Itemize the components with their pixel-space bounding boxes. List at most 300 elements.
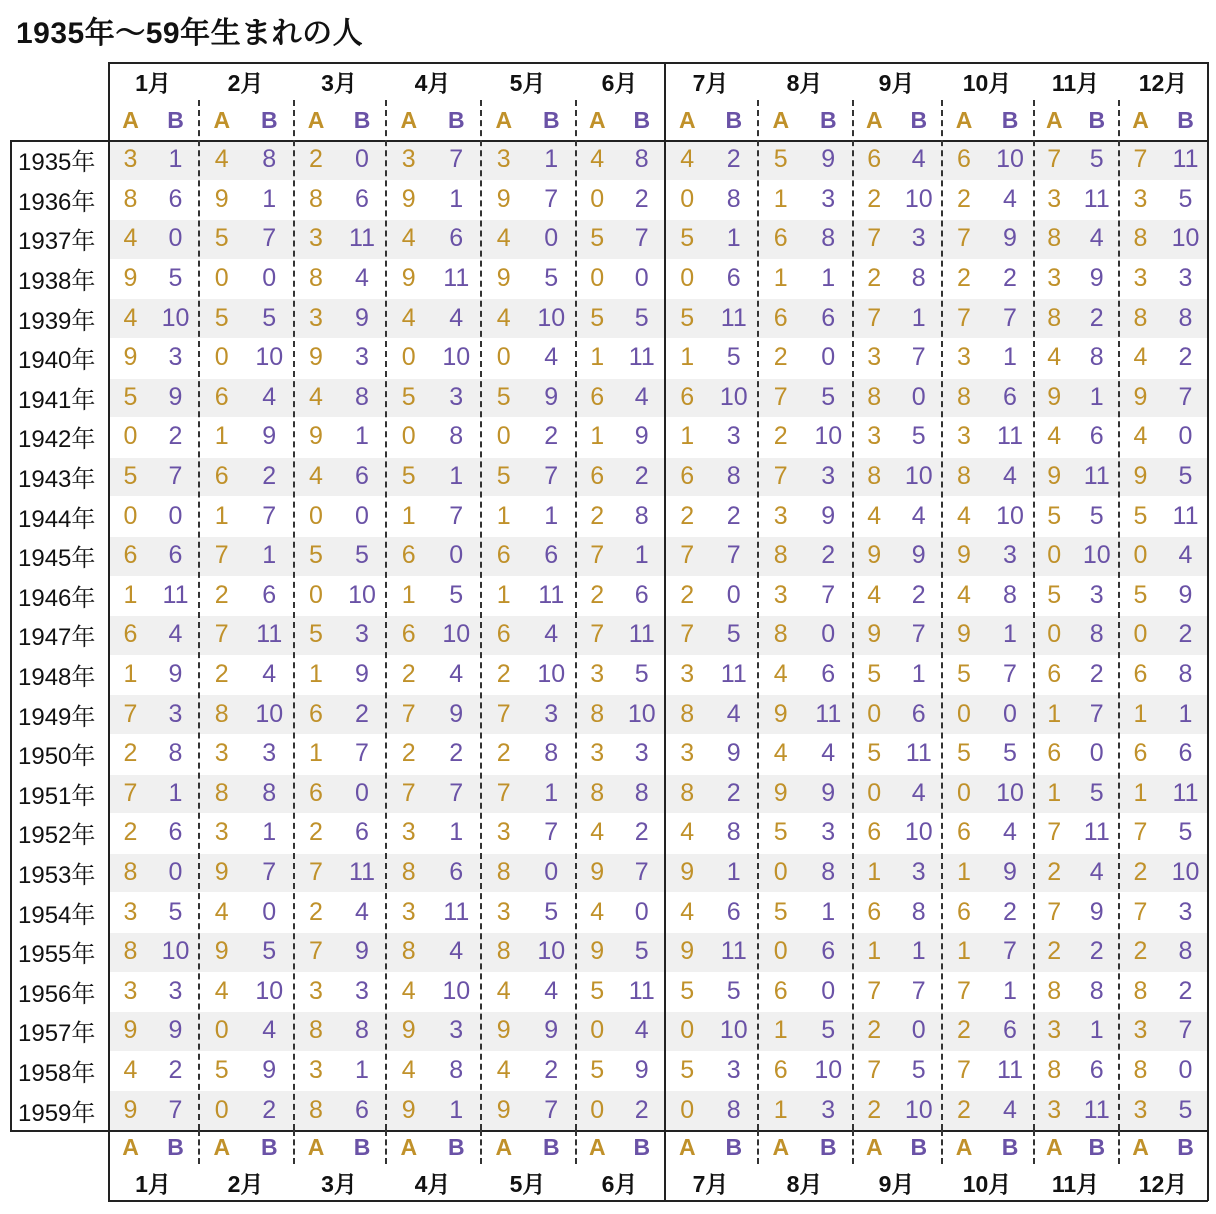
year-label: 1952年 bbox=[18, 822, 96, 850]
value-b: 8 bbox=[1089, 620, 1104, 649]
value-a: 9 bbox=[957, 620, 971, 649]
value-b: 10 bbox=[1171, 858, 1200, 887]
value-a: 0 bbox=[309, 580, 323, 609]
value-b: 6 bbox=[355, 462, 369, 491]
value-a: 1 bbox=[401, 580, 416, 609]
value-b: 1 bbox=[1003, 976, 1017, 1005]
value-b: 7 bbox=[168, 1095, 183, 1124]
value-b: 9 bbox=[355, 303, 369, 332]
value-a: 6 bbox=[401, 620, 416, 649]
value-b: 6 bbox=[726, 897, 741, 926]
value-a: 7 bbox=[401, 778, 416, 807]
value-a: 9 bbox=[123, 1016, 138, 1045]
value-a: 6 bbox=[496, 541, 511, 570]
value-b: 10 bbox=[904, 184, 933, 213]
value-b: 7 bbox=[449, 501, 464, 530]
value-b: 11 bbox=[349, 224, 375, 253]
column-label-a: A bbox=[1045, 1133, 1063, 1160]
month-header: 6月 bbox=[601, 69, 638, 96]
value-b: 7 bbox=[449, 778, 464, 807]
value-b: 5 bbox=[168, 897, 183, 926]
value-b: 1 bbox=[911, 303, 926, 332]
value-a: 4 bbox=[496, 303, 511, 332]
value-b: 7 bbox=[355, 739, 369, 768]
value-b: 4 bbox=[1089, 858, 1104, 887]
value-b: 5 bbox=[1089, 145, 1104, 174]
value-a: 6 bbox=[867, 897, 882, 926]
value-a: 9 bbox=[590, 858, 605, 887]
value-a: 5 bbox=[867, 660, 882, 689]
value-b: 8 bbox=[726, 462, 741, 491]
value-b: 2 bbox=[634, 462, 649, 491]
value-a: 2 bbox=[309, 897, 323, 926]
value-a: 0 bbox=[957, 778, 971, 807]
value-b: 3 bbox=[821, 184, 836, 213]
value-b: 3 bbox=[821, 462, 836, 491]
year-label: 1940年 bbox=[18, 347, 96, 375]
value-a: 1 bbox=[214, 422, 229, 451]
value-a: 8 bbox=[1047, 1056, 1062, 1085]
value-b: 1 bbox=[726, 858, 741, 887]
month-divider bbox=[757, 1130, 759, 1164]
value-a: 4 bbox=[590, 818, 605, 847]
value-b: 9 bbox=[355, 660, 369, 689]
value-b: 6 bbox=[168, 541, 183, 570]
value-b: 0 bbox=[168, 858, 183, 887]
value-b: 1 bbox=[262, 818, 277, 847]
value-b: 3 bbox=[355, 976, 369, 1005]
column-label-b: B bbox=[1001, 1133, 1019, 1160]
table-top-border bbox=[108, 62, 1208, 64]
month-divider bbox=[1118, 1130, 1120, 1164]
value-a: 1 bbox=[590, 343, 605, 372]
value-b: 1 bbox=[449, 462, 464, 491]
value-a: 1 bbox=[680, 343, 695, 372]
month-divider bbox=[941, 1130, 943, 1164]
value-a: 9 bbox=[309, 422, 323, 451]
value-a: 8 bbox=[123, 858, 138, 887]
value-a: 3 bbox=[309, 224, 323, 253]
value-b: 5 bbox=[355, 541, 369, 570]
year-label: 1957年 bbox=[18, 1020, 96, 1048]
value-b: 7 bbox=[821, 580, 836, 609]
value-b: 6 bbox=[355, 184, 369, 213]
value-b: 10 bbox=[996, 501, 1024, 530]
value-b: 4 bbox=[1089, 224, 1104, 253]
value-a: 1 bbox=[496, 580, 511, 609]
value-b: 8 bbox=[911, 897, 926, 926]
value-a: 5 bbox=[309, 541, 323, 570]
value-b: 9 bbox=[634, 1056, 649, 1085]
column-label-b: B bbox=[1177, 106, 1194, 133]
value-a: 5 bbox=[1133, 501, 1148, 530]
value-b: 6 bbox=[634, 580, 649, 609]
value-b: 9 bbox=[821, 501, 836, 530]
value-a: 0 bbox=[867, 699, 882, 728]
value-b: 1 bbox=[449, 818, 464, 847]
value-b: 4 bbox=[449, 303, 464, 332]
month-divider bbox=[852, 100, 854, 1130]
month-divider bbox=[198, 1130, 200, 1164]
value-b: 5 bbox=[544, 264, 559, 293]
value-a: 2 bbox=[680, 501, 695, 530]
value-a: 5 bbox=[957, 739, 971, 768]
value-a: 7 bbox=[773, 462, 788, 491]
month-header: 7月 bbox=[692, 69, 729, 96]
value-a: 4 bbox=[401, 976, 416, 1005]
month-footer: 6月 bbox=[601, 1171, 638, 1197]
column-label-b: B bbox=[167, 1133, 184, 1160]
value-a: 0 bbox=[309, 501, 323, 530]
value-a: 7 bbox=[496, 778, 511, 807]
value-a: 3 bbox=[680, 739, 695, 768]
column-label-a: A bbox=[495, 106, 513, 133]
value-b: 6 bbox=[449, 858, 464, 887]
value-b: 5 bbox=[1178, 462, 1193, 491]
value-b: 4 bbox=[911, 501, 926, 530]
value-b: 3 bbox=[1089, 580, 1104, 609]
value-b: 10 bbox=[442, 620, 471, 649]
value-a: 6 bbox=[680, 462, 695, 491]
month-header: 5月 bbox=[509, 69, 546, 96]
month-footer: 3月 bbox=[321, 1171, 357, 1197]
value-b: 10 bbox=[537, 303, 566, 332]
value-b: 10 bbox=[1171, 224, 1200, 253]
value-a: 1 bbox=[1047, 699, 1062, 728]
value-b: 5 bbox=[821, 1016, 836, 1045]
value-b: 9 bbox=[262, 1056, 277, 1085]
value-a: 3 bbox=[123, 976, 138, 1005]
value-a: 9 bbox=[773, 778, 788, 807]
value-b: 4 bbox=[262, 382, 277, 411]
value-b: 4 bbox=[726, 699, 741, 728]
value-a: 7 bbox=[1047, 145, 1062, 174]
value-b: 4 bbox=[1003, 462, 1017, 491]
value-a: 4 bbox=[309, 462, 323, 491]
table-right-border bbox=[1207, 62, 1209, 1201]
column-label-a: A bbox=[122, 106, 139, 133]
value-a: 6 bbox=[773, 303, 788, 332]
value-a: 4 bbox=[214, 145, 229, 174]
value-b: 2 bbox=[726, 778, 741, 807]
value-b: 1 bbox=[911, 660, 926, 689]
value-b: 3 bbox=[168, 699, 183, 728]
column-label-b: B bbox=[260, 1133, 278, 1160]
value-a: 2 bbox=[1133, 858, 1148, 887]
value-a: 4 bbox=[590, 897, 605, 926]
value-a: 4 bbox=[957, 580, 971, 609]
value-a: 4 bbox=[773, 660, 788, 689]
value-a: 1 bbox=[957, 858, 971, 887]
value-b: 0 bbox=[168, 501, 183, 530]
value-a: 0 bbox=[123, 501, 138, 530]
value-b: 11 bbox=[443, 264, 470, 293]
value-a: 2 bbox=[123, 818, 138, 847]
value-a: 6 bbox=[401, 541, 416, 570]
column-label-b: B bbox=[542, 1133, 560, 1160]
value-b: 5 bbox=[1003, 739, 1017, 768]
value-a: 6 bbox=[1133, 739, 1148, 768]
value-b: 2 bbox=[726, 501, 741, 530]
value-b: 3 bbox=[449, 1016, 464, 1045]
value-a: 0 bbox=[401, 422, 416, 451]
value-a: 3 bbox=[1133, 184, 1148, 213]
value-a: 8 bbox=[309, 1016, 323, 1045]
value-a: 5 bbox=[214, 303, 229, 332]
year-label: 1951年 bbox=[18, 782, 96, 810]
value-a: 2 bbox=[957, 1016, 971, 1045]
month-divider bbox=[1033, 100, 1035, 1130]
value-b: 4 bbox=[634, 382, 649, 411]
value-b: 9 bbox=[168, 382, 183, 411]
value-a: 2 bbox=[867, 264, 882, 293]
value-a: 0 bbox=[1047, 620, 1062, 649]
value-b: 9 bbox=[634, 422, 649, 451]
value-b: 2 bbox=[168, 1056, 183, 1085]
value-b: 0 bbox=[1178, 422, 1193, 451]
value-b: 4 bbox=[168, 620, 183, 649]
value-a: 9 bbox=[401, 184, 416, 213]
value-a: 3 bbox=[496, 897, 511, 926]
column-label-a: A bbox=[588, 1133, 606, 1160]
column-label-a: A bbox=[955, 1133, 973, 1160]
month-divider bbox=[1033, 1130, 1035, 1164]
value-b: 2 bbox=[1178, 343, 1193, 372]
value-a: 4 bbox=[123, 1056, 138, 1085]
value-a: 0 bbox=[401, 343, 416, 372]
value-a: 8 bbox=[496, 858, 511, 887]
value-b: 4 bbox=[821, 739, 836, 768]
value-a: 9 bbox=[309, 343, 323, 372]
value-a: 8 bbox=[867, 462, 882, 491]
value-b: 11 bbox=[628, 976, 655, 1005]
value-b: 5 bbox=[726, 620, 741, 649]
value-b: 3 bbox=[634, 739, 649, 768]
value-a: 5 bbox=[214, 1056, 229, 1085]
value-a: 5 bbox=[401, 462, 416, 491]
value-a: 9 bbox=[773, 699, 788, 728]
value-a: 2 bbox=[773, 422, 788, 451]
column-label-b: B bbox=[819, 1133, 837, 1160]
value-a: 8 bbox=[680, 778, 695, 807]
value-a: 1 bbox=[496, 501, 511, 530]
month-divider bbox=[385, 100, 387, 1130]
value-a: 5 bbox=[123, 462, 138, 491]
value-a: 5 bbox=[680, 224, 695, 253]
value-b: 8 bbox=[1178, 660, 1193, 689]
value-b: 11 bbox=[1172, 501, 1199, 530]
value-b: 9 bbox=[821, 145, 836, 174]
value-a: 7 bbox=[1047, 897, 1062, 926]
value-b: 6 bbox=[821, 303, 836, 332]
value-a: 6 bbox=[590, 462, 605, 491]
value-b: 2 bbox=[634, 184, 649, 213]
month-footer: 7月 bbox=[692, 1171, 729, 1197]
value-a: 7 bbox=[123, 778, 138, 807]
value-a: 7 bbox=[496, 699, 511, 728]
column-label-a: A bbox=[588, 106, 606, 133]
month-footer: 5月 bbox=[509, 1171, 546, 1197]
value-b: 10 bbox=[996, 778, 1024, 807]
value-b: 5 bbox=[911, 422, 926, 451]
value-a: 0 bbox=[590, 184, 605, 213]
value-b: 4 bbox=[1178, 541, 1193, 570]
month-divider bbox=[198, 100, 200, 1130]
value-a: 7 bbox=[309, 858, 323, 887]
column-label-a: A bbox=[400, 1133, 418, 1160]
value-a: 6 bbox=[1133, 660, 1148, 689]
value-a: 8 bbox=[1133, 976, 1148, 1005]
value-a: 4 bbox=[401, 303, 416, 332]
column-label-b: B bbox=[353, 106, 371, 133]
value-a: 8 bbox=[1047, 303, 1062, 332]
column-label-a: A bbox=[495, 1133, 513, 1160]
month-header: 3月 bbox=[321, 69, 357, 96]
value-a: 6 bbox=[214, 462, 229, 491]
value-a: 8 bbox=[123, 184, 138, 213]
value-a: 8 bbox=[867, 382, 882, 411]
value-a: 1 bbox=[773, 1095, 788, 1124]
column-label-a: A bbox=[772, 106, 790, 133]
value-a: 0 bbox=[773, 858, 788, 887]
value-a: 4 bbox=[214, 976, 229, 1005]
value-b: 8 bbox=[449, 422, 464, 451]
value-b: 2 bbox=[544, 422, 559, 451]
value-b: 7 bbox=[262, 858, 277, 887]
value-a: 8 bbox=[1047, 976, 1062, 1005]
value-b: 2 bbox=[355, 699, 369, 728]
value-b: 4 bbox=[449, 937, 464, 966]
column-label-a: A bbox=[865, 106, 883, 133]
value-a: 3 bbox=[401, 145, 416, 174]
value-a: 3 bbox=[773, 580, 788, 609]
value-a: 4 bbox=[123, 303, 138, 332]
value-a: 5 bbox=[590, 976, 605, 1005]
value-b: 0 bbox=[355, 145, 369, 174]
value-a: 2 bbox=[496, 739, 511, 768]
value-a: 2 bbox=[309, 145, 323, 174]
value-b: 4 bbox=[544, 976, 559, 1005]
value-b: 5 bbox=[262, 303, 277, 332]
value-b: 8 bbox=[1089, 343, 1104, 372]
value-a: 6 bbox=[123, 620, 138, 649]
value-a: 3 bbox=[1133, 264, 1148, 293]
month-header: 8月 bbox=[786, 69, 823, 96]
value-b: 10 bbox=[719, 1016, 748, 1045]
value-a: 5 bbox=[680, 976, 695, 1005]
value-b: 3 bbox=[821, 1095, 836, 1124]
value-a: 5 bbox=[680, 303, 695, 332]
value-b: 11 bbox=[815, 699, 842, 728]
value-b: 2 bbox=[1089, 660, 1104, 689]
value-a: 6 bbox=[680, 382, 695, 411]
value-a: 3 bbox=[590, 660, 605, 689]
value-a: 9 bbox=[401, 1016, 416, 1045]
month-divider bbox=[293, 1130, 295, 1164]
value-b: 7 bbox=[1178, 1016, 1193, 1045]
value-a: 9 bbox=[401, 264, 416, 293]
value-b: 6 bbox=[821, 660, 836, 689]
value-b: 3 bbox=[821, 818, 836, 847]
column-label-a: A bbox=[1045, 106, 1063, 133]
value-b: 9 bbox=[911, 541, 926, 570]
value-b: 9 bbox=[262, 422, 277, 451]
value-b: 9 bbox=[168, 1016, 183, 1045]
value-b: 6 bbox=[911, 699, 926, 728]
value-a: 8 bbox=[214, 699, 229, 728]
value-a: 2 bbox=[1047, 858, 1062, 887]
value-b: 9 bbox=[1089, 264, 1104, 293]
value-a: 2 bbox=[496, 660, 511, 689]
column-label-a: A bbox=[955, 106, 973, 133]
month-footer: 1月 bbox=[135, 1171, 171, 1197]
year-label: 1937年 bbox=[18, 228, 96, 256]
value-a: 4 bbox=[1133, 343, 1148, 372]
value-a: 3 bbox=[123, 145, 138, 174]
value-a: 0 bbox=[680, 264, 695, 293]
value-b: 1 bbox=[262, 184, 277, 213]
value-b: 6 bbox=[355, 818, 369, 847]
value-a: 3 bbox=[1047, 1095, 1062, 1124]
value-a: 0 bbox=[214, 343, 229, 372]
value-b: 5 bbox=[1178, 1095, 1193, 1124]
column-label-b: B bbox=[1088, 1133, 1106, 1160]
value-b: 8 bbox=[1089, 976, 1104, 1005]
value-b: 6 bbox=[168, 818, 183, 847]
value-b: 8 bbox=[634, 778, 649, 807]
value-b: 8 bbox=[634, 501, 649, 530]
value-a: 9 bbox=[214, 937, 229, 966]
value-a: 6 bbox=[773, 224, 788, 253]
value-b: 2 bbox=[1178, 976, 1193, 1005]
value-b: 2 bbox=[168, 422, 183, 451]
value-b: 5 bbox=[262, 937, 277, 966]
value-a: 9 bbox=[1047, 382, 1062, 411]
value-a: 1 bbox=[1133, 778, 1148, 807]
value-a: 4 bbox=[957, 501, 971, 530]
value-b: 5 bbox=[821, 382, 836, 411]
value-a: 7 bbox=[957, 976, 971, 1005]
value-a: 5 bbox=[496, 462, 511, 491]
year-label: 1947年 bbox=[18, 624, 96, 652]
month-header: 4月 bbox=[414, 69, 451, 96]
value-a: 7 bbox=[214, 620, 229, 649]
value-b: 4 bbox=[262, 1016, 277, 1045]
value-b: 3 bbox=[262, 739, 277, 768]
value-a: 2 bbox=[590, 580, 605, 609]
value-a: 4 bbox=[1133, 422, 1148, 451]
value-b: 8 bbox=[726, 184, 741, 213]
value-a: 0 bbox=[214, 1016, 229, 1045]
value-b: 1 bbox=[544, 145, 559, 174]
value-b: 7 bbox=[544, 184, 559, 213]
value-b: 0 bbox=[821, 976, 836, 1005]
value-a: 9 bbox=[867, 620, 882, 649]
value-a: 7 bbox=[1133, 897, 1148, 926]
value-b: 3 bbox=[1178, 264, 1193, 293]
value-b: 7 bbox=[634, 224, 649, 253]
year-label: 1936年 bbox=[18, 188, 96, 216]
value-a: 0 bbox=[496, 422, 511, 451]
value-a: 6 bbox=[309, 699, 323, 728]
value-b: 3 bbox=[355, 343, 369, 372]
value-a: 3 bbox=[773, 501, 788, 530]
value-b: 9 bbox=[1003, 858, 1017, 887]
value-a: 9 bbox=[957, 541, 971, 570]
value-b: 8 bbox=[355, 1016, 369, 1045]
page-title: 1935年〜59年生まれの人 bbox=[16, 17, 364, 50]
value-b: 0 bbox=[1089, 739, 1104, 768]
